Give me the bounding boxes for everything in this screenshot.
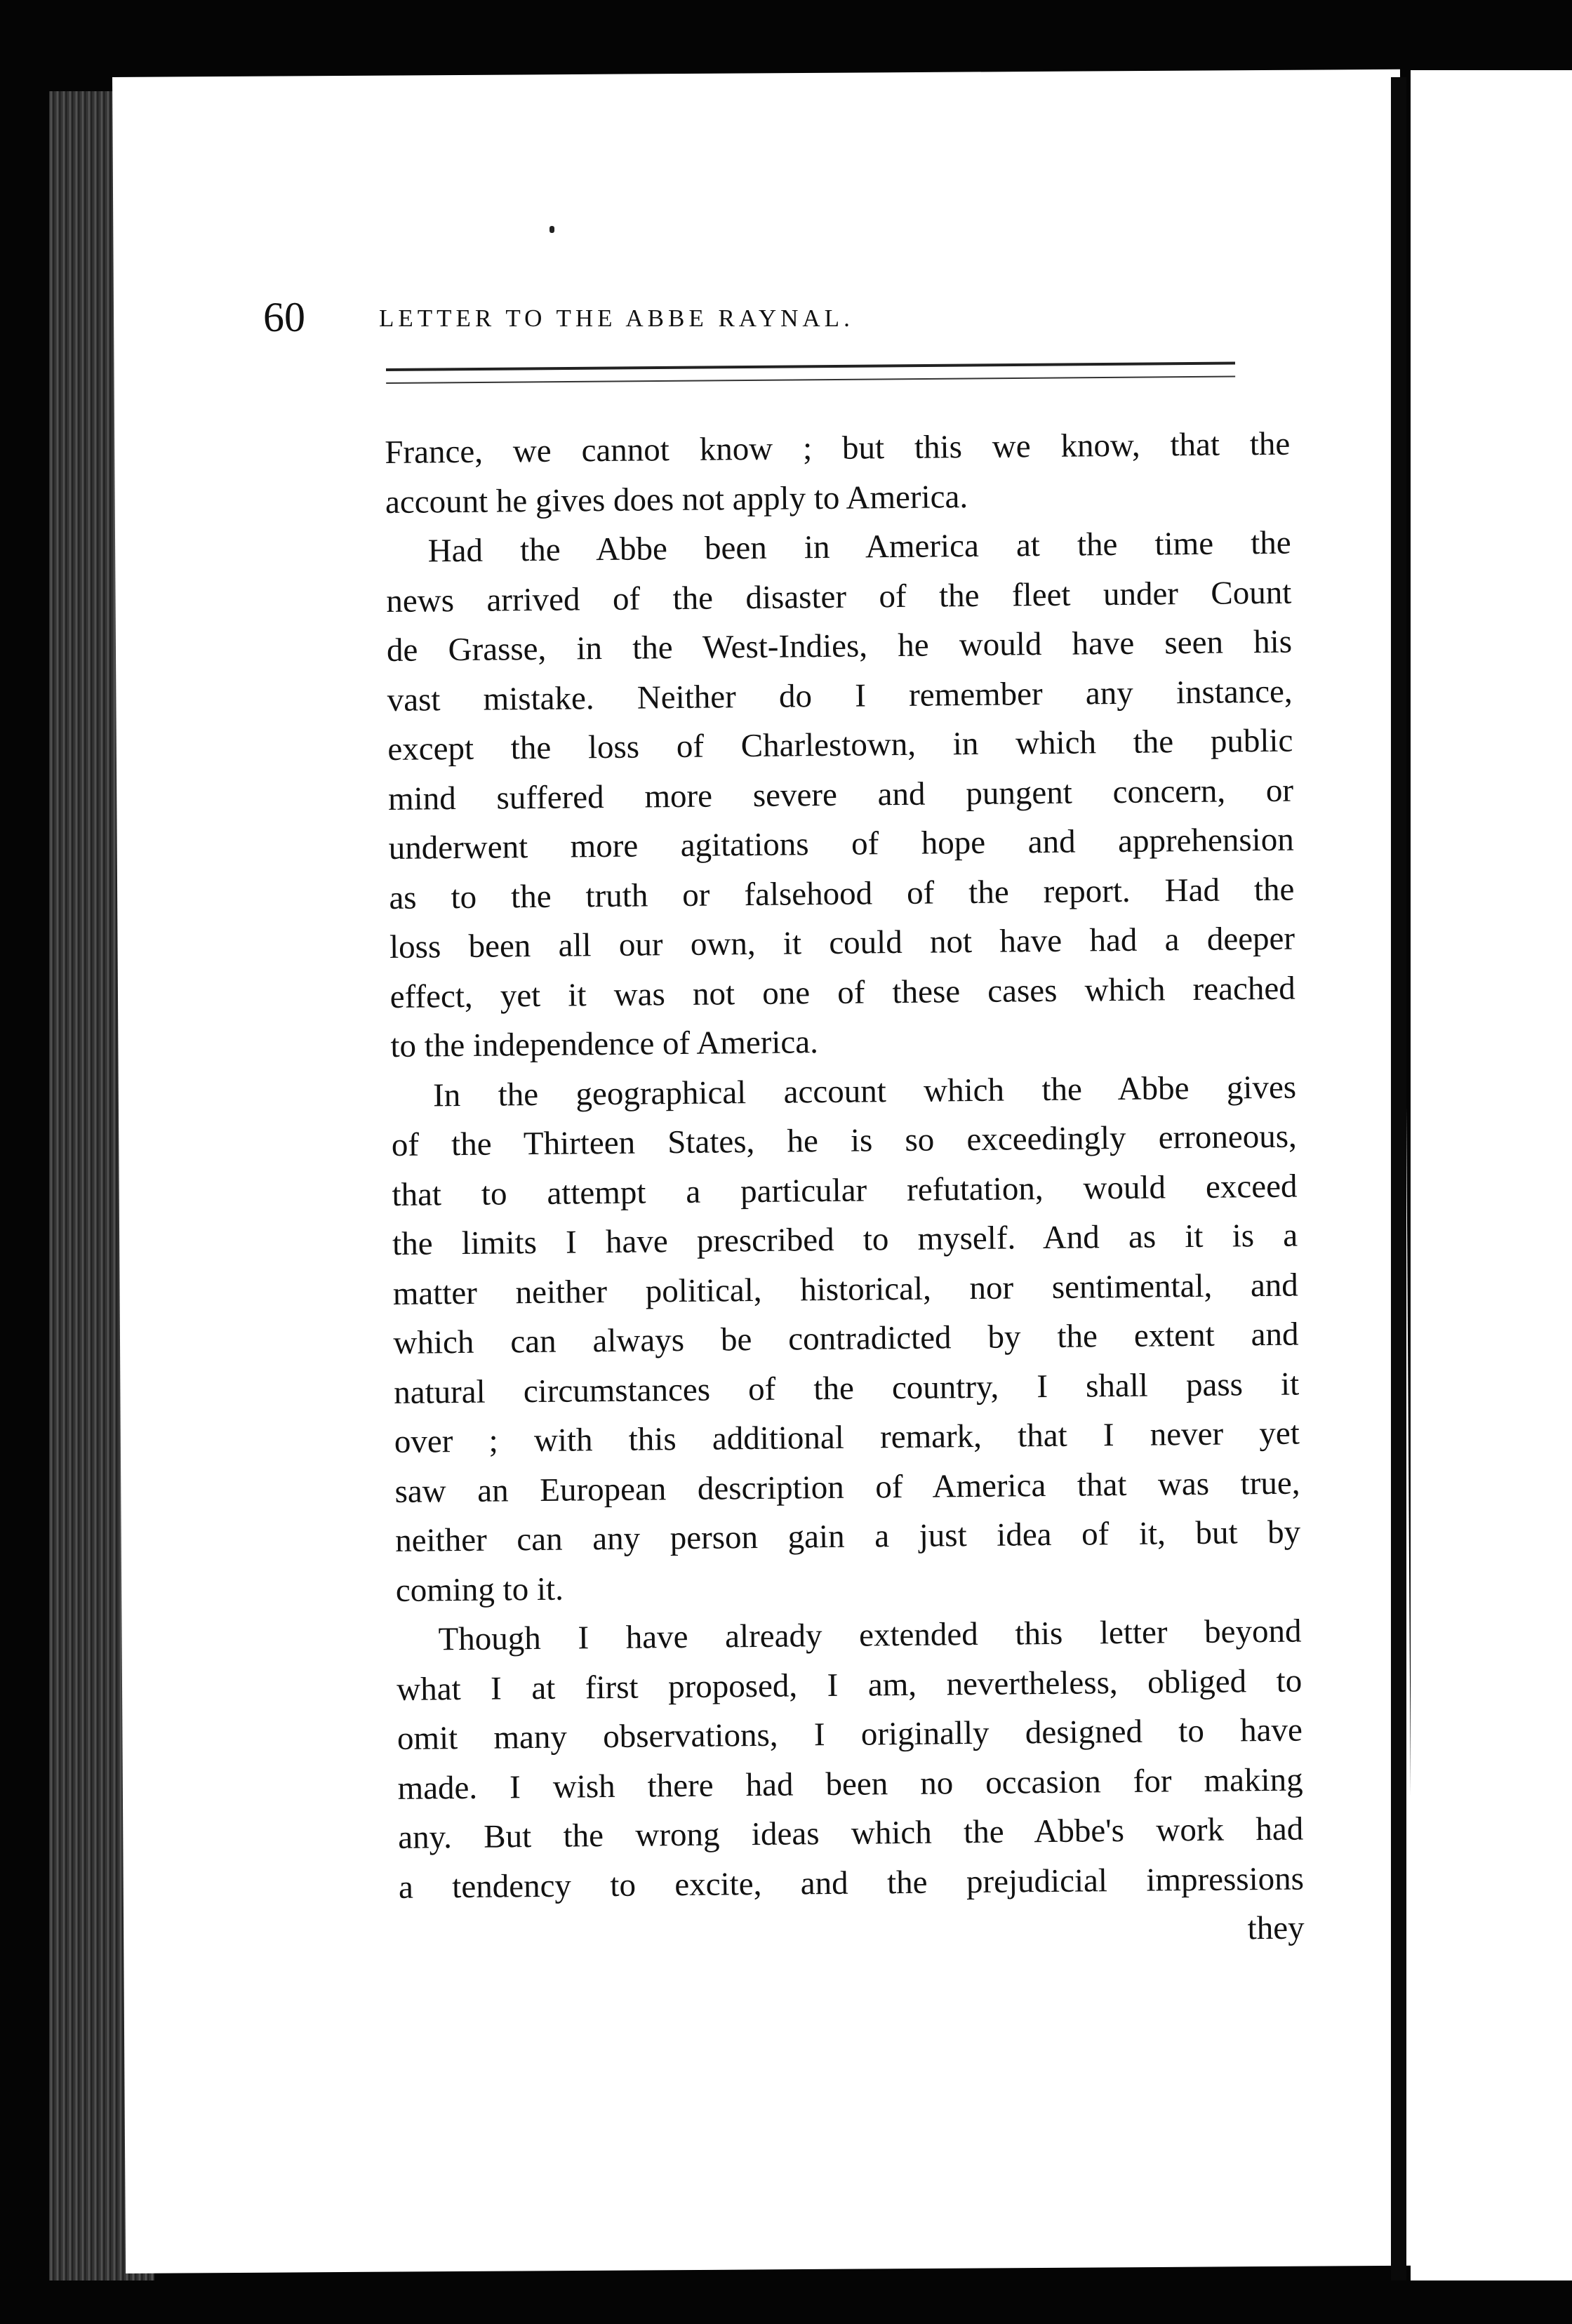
text-line: de Grasse, in the West-Indies, he would have seen his bbox=[386, 623, 1293, 669]
paragraph-start-line: Had the Abbe been in America at the time the bbox=[427, 524, 1291, 570]
text-line: what I at first proposed, I am, nevertheless, obliged to bbox=[397, 1662, 1303, 1708]
text-line: France, we cannot know ; but this we know, that the bbox=[385, 425, 1291, 471]
text-line: a tendency to excite, and the prejudicial impressions bbox=[398, 1860, 1305, 1906]
text-line: any. But the wrong ideas which the Abbe's work had bbox=[398, 1810, 1304, 1856]
text-line: loss been all our own, it could not have had a deeper bbox=[389, 920, 1295, 966]
facing-page-edge bbox=[1411, 70, 1572, 2280]
text-line: of the Thirteen States, he is so exceedingly erroneous, bbox=[391, 1118, 1298, 1163]
text-line: over ; with this additional remark, that I never yet bbox=[394, 1415, 1300, 1460]
text-line: account he gives does not apply to America. bbox=[385, 478, 968, 521]
running-head bbox=[263, 293, 1351, 342]
text-line: neither can any person gain a just idea of it, but by bbox=[394, 1514, 1301, 1559]
text-line: underwent more agitations of hope and apprehension bbox=[388, 821, 1294, 867]
text-line: except the loss of Charlestown, in which the public bbox=[387, 722, 1293, 768]
text-line: the limits I have prescribed to myself. And as it is a bbox=[392, 1217, 1298, 1262]
paragraph-start-line: In the geographical account which the Abbe gives bbox=[432, 1069, 1297, 1114]
text-line: omit many observations, I originally designed to have bbox=[397, 1711, 1303, 1757]
text-line: made. I wish there had been no occasion for making bbox=[397, 1761, 1303, 1807]
text-line: coming to it. bbox=[395, 1570, 564, 1609]
text-line: news arrived of the disaster of the fleet under Count bbox=[386, 574, 1292, 620]
book-gutter bbox=[1391, 77, 1406, 2280]
text-line: to the independence of America. bbox=[390, 1024, 819, 1064]
body-text bbox=[385, 420, 1305, 1962]
page-number: 60 bbox=[263, 294, 305, 340]
text-line: saw an European description of America that was true, bbox=[394, 1464, 1300, 1510]
text-line: that to attempt a particular refutation, would exceed bbox=[392, 1168, 1298, 1213]
text-line: as to the truth or falsehood of the report. Had the bbox=[389, 871, 1295, 916]
running-title: LETTER TO THE ABBE RAYNAL. bbox=[379, 305, 854, 332]
text-line: natural circumstances of the country, I shall pass it bbox=[393, 1365, 1300, 1411]
ink-speck bbox=[549, 226, 554, 233]
catchword: they bbox=[1247, 1909, 1305, 1947]
text-line: matter neither political, historical, nor sentimental, and bbox=[392, 1267, 1299, 1312]
text-line: effect, yet it was not one of these cases which reached bbox=[389, 970, 1295, 1015]
paragraph-start-line: Though I have already extended this letter beyond bbox=[438, 1612, 1302, 1658]
text-line: mind suffered more severe and pungent concern, or bbox=[387, 772, 1294, 817]
text-line: vast mistake. Neither do I remember any instance, bbox=[387, 673, 1293, 719]
text-line: which can always be contradicted by the extent and bbox=[393, 1316, 1299, 1361]
